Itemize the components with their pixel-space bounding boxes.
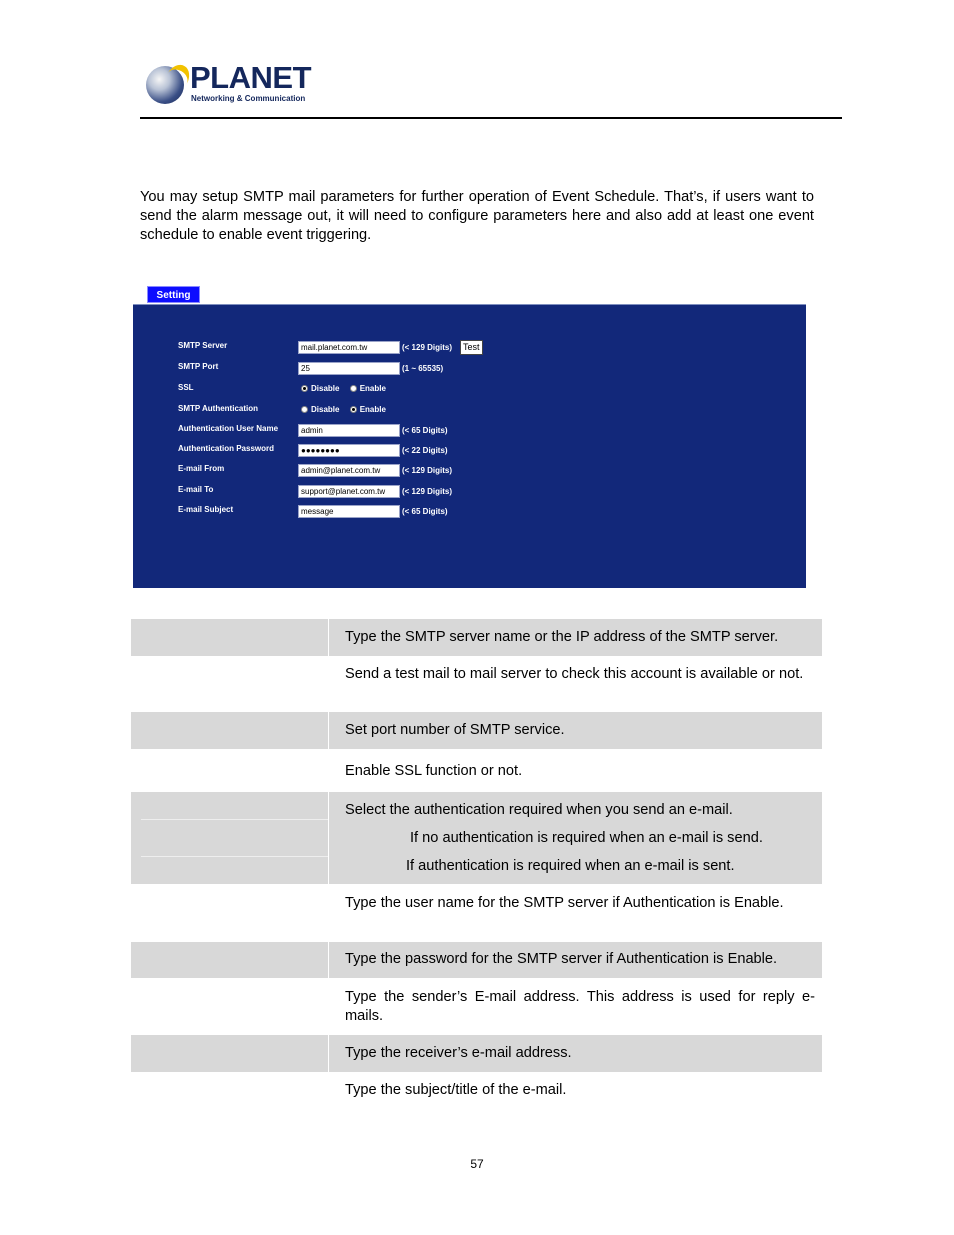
row-description: Type the SMTP server name or the IP address of the SMTP server. xyxy=(345,629,779,645)
row-description: Type the password for the SMTP server if Authentication is Enable. xyxy=(345,951,778,967)
row-description: Set port number of SMTP service. xyxy=(345,722,565,738)
table-row xyxy=(131,656,822,712)
table-row xyxy=(131,619,822,656)
table-row xyxy=(131,749,822,792)
table-cell-empty xyxy=(131,712,329,749)
email-subject-row xyxy=(178,505,798,519)
field-label: SMTP Server xyxy=(178,341,228,350)
inner-divider xyxy=(141,819,328,820)
table-row xyxy=(131,792,822,884)
row-description: Enable SSL function or not. xyxy=(345,763,523,779)
field-hint: (< 65 Digits) xyxy=(402,507,448,516)
table-row xyxy=(131,1072,822,1110)
table-row xyxy=(131,978,822,1035)
smtp-server-row xyxy=(178,341,798,355)
field-label: SMTP Authentication xyxy=(178,404,258,413)
row-description: Type the receiver’s e-mail address. xyxy=(345,1045,572,1061)
planet-logo xyxy=(146,60,311,108)
table-cell-empty xyxy=(131,942,329,978)
auth-radio-group xyxy=(301,405,394,414)
table-cell-empty xyxy=(131,749,329,792)
table-cell-empty xyxy=(131,1035,329,1072)
field-label: E-mail To xyxy=(178,485,214,494)
smtp-port-row xyxy=(178,362,798,376)
email-to-row xyxy=(178,485,798,499)
row-description: Send a test mail to mail server to check this account is available or not. xyxy=(345,666,804,682)
field-hint: (< 22 Digits) xyxy=(402,446,448,455)
intro-paragraph: You may setup SMTP mail parameters for further operation of Event Schedule. That’s, if users want to send the alarm message out, it will need to configure parameters here and also add at least one event schedule to enable event triggering. xyxy=(140,189,814,243)
table-cell-empty xyxy=(131,978,329,1035)
ssl-row xyxy=(178,383,798,397)
table-cell-empty xyxy=(131,1072,329,1110)
radio-label: Enable xyxy=(359,405,386,414)
auth-password-input[interactable]: ●●●●●●●● xyxy=(298,444,400,457)
table-cell-empty xyxy=(131,884,329,942)
radio-label: Disable xyxy=(311,384,340,393)
row-description: Select the authentication required when you send an e-mail. xyxy=(345,802,733,818)
field-label: E-mail Subject xyxy=(178,505,234,514)
row-description: Type the user name for the SMTP server if Authentication is Enable. xyxy=(345,895,784,911)
ssl-disable-radio[interactable] xyxy=(301,385,308,392)
field-label: Authentication User Name xyxy=(178,424,279,433)
auth-disable-radio[interactable] xyxy=(301,406,308,413)
table-cell-empty xyxy=(131,656,329,712)
field-hint: (1 ~ 65535) xyxy=(402,364,444,373)
brand-name: PLANET xyxy=(190,60,311,95)
row-description: Type the sender’s E-mail address. This address is used for reply e-mails. xyxy=(345,989,815,1024)
table-row xyxy=(131,884,822,942)
smtp-settings-panel xyxy=(133,304,806,588)
row-description: Type the subject/title of the e-mail. xyxy=(345,1082,567,1098)
ssl-radio-group xyxy=(301,384,394,393)
tab-setting[interactable]: Setting xyxy=(147,286,200,303)
auth-username-input[interactable]: admin xyxy=(298,424,400,437)
radio-label: Disable xyxy=(311,405,340,414)
auth-enable-description: If authentication is required when an e-mail is sent. xyxy=(406,858,735,874)
brand-tagline: Networking & Communication xyxy=(191,94,306,103)
auth-user-row xyxy=(178,424,798,438)
test-button[interactable]: Test xyxy=(460,340,483,355)
field-label: E-mail From xyxy=(178,464,225,473)
table-row xyxy=(131,712,822,749)
field-label: SSL xyxy=(178,383,194,392)
auth-password-row xyxy=(178,444,798,458)
email-to-input[interactable]: support@planet.com.tw xyxy=(298,485,400,498)
email-from-input[interactable]: admin@planet.com.tw xyxy=(298,464,400,477)
auth-disable-description: If no authentication is required when an e-mail is send. xyxy=(410,830,763,846)
field-hint: (< 129 Digits) xyxy=(402,466,453,475)
header-divider xyxy=(140,117,842,119)
table-cell-empty xyxy=(131,792,329,884)
email-subject-input[interactable]: message xyxy=(298,505,400,518)
inner-divider xyxy=(141,856,328,857)
smtp-port-input[interactable]: 25 xyxy=(298,362,400,375)
smtp-server-input[interactable]: mail.planet.com.tw xyxy=(298,341,400,354)
ssl-enable-radio[interactable] xyxy=(350,385,357,392)
field-hint: (< 65 Digits) xyxy=(402,426,448,435)
field-hint: (< 129 Digits) xyxy=(402,343,453,352)
table-row xyxy=(131,942,822,978)
auth-enable-radio[interactable] xyxy=(350,406,357,413)
page-number: 57 xyxy=(470,1157,484,1171)
table-cell-empty xyxy=(131,619,329,656)
field-hint: (< 129 Digits) xyxy=(402,487,453,496)
table-row xyxy=(131,1035,822,1072)
email-from-row xyxy=(178,464,798,478)
radio-label: Enable xyxy=(359,384,386,393)
field-label: Authentication Password xyxy=(178,444,275,453)
field-label: SMTP Port xyxy=(178,362,219,371)
smtp-auth-row xyxy=(178,404,798,418)
